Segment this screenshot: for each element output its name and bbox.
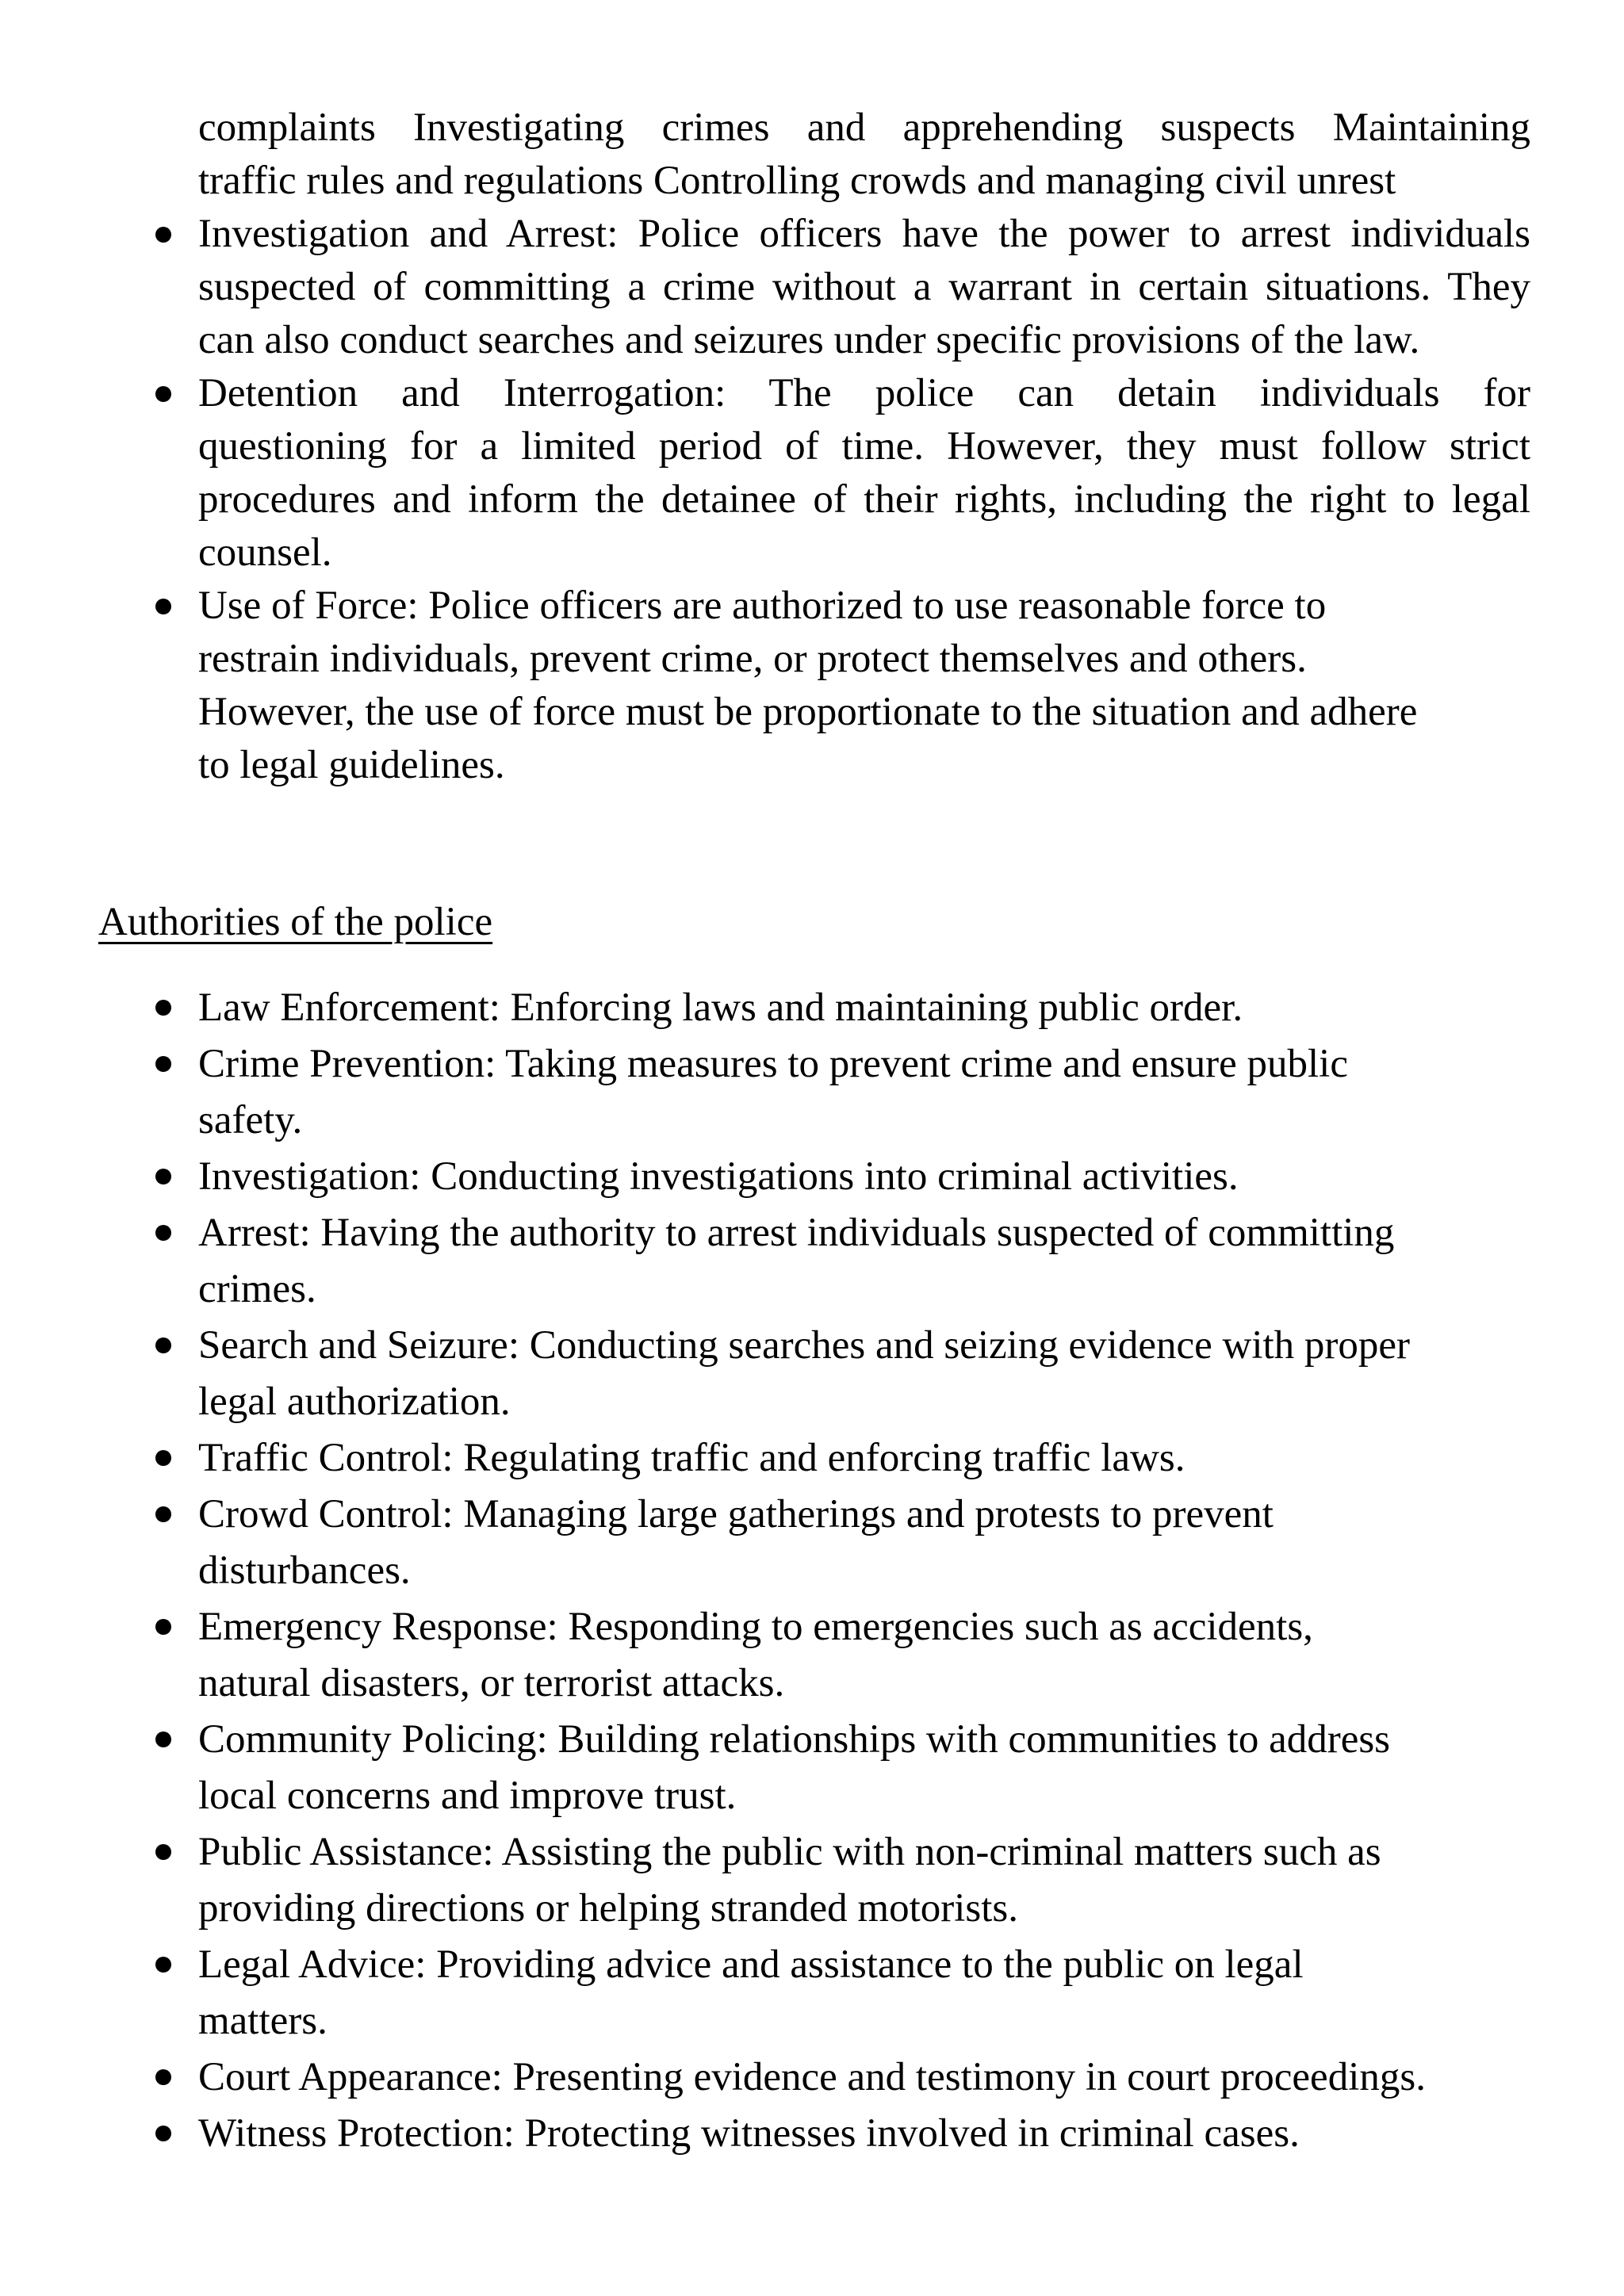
bullet-icon	[155, 1169, 171, 1184]
section-powers-continued	[198, 101, 1530, 792]
bullet-icon	[155, 227, 171, 243]
list-item	[198, 1712, 1530, 1824]
list-item	[198, 1036, 1530, 1149]
authorities-list	[198, 980, 1530, 2162]
list-item-line: Witness Protection: Protecting witnesses involved in criminal cases.	[198, 2111, 1300, 2156]
list-item-line: Legal Advice: Providing advice and assistance to the public on legal	[198, 1942, 1304, 1987]
bullet-icon	[155, 1506, 171, 1522]
list-item-line: Traffic Control: Regulating traffic and enforcing traffic laws.	[198, 1436, 1185, 1480]
list-item-line: Crime Prevention: Taking measures to prevent crime and ensure public	[198, 1042, 1348, 1086]
list-item	[198, 1318, 1530, 1430]
list-item	[198, 1599, 1530, 1712]
list-item-line: safety.	[198, 1098, 303, 1142]
list-item	[198, 580, 1530, 792]
list-item-line: Crowd Control: Managing large gatherings and protests to prevent	[198, 1492, 1274, 1536]
list-item	[198, 1205, 1530, 1318]
bullet-icon	[155, 1957, 171, 1973]
list-item-line: Use of Force: Police officers are authorized to use reasonable force to	[198, 584, 1327, 628]
list-item-line: legal authorization.	[198, 1380, 511, 1424]
list-item-line: to legal guidelines.	[198, 743, 505, 787]
list-item-line: Detention and Interrogation: The police can detain individuals for	[198, 371, 1530, 415]
list-item-line: crimes.	[198, 1267, 316, 1311]
list-item-line: questioning for a limited period of time. However, they must follow strict	[198, 424, 1530, 469]
list-item-line: Court Appearance: Presenting evidence and testimony in court proceedings.	[198, 2055, 1426, 2099]
list-item-line: can also conduct searches and seizures under specific provisions of the law.	[198, 318, 1420, 362]
bullet-icon	[155, 2126, 171, 2141]
list-item	[198, 1149, 1530, 1205]
bullet-icon	[155, 1450, 171, 1466]
list-item	[198, 980, 1530, 1036]
list-item-line: Community Policing: Building relationships with communities to address	[198, 1717, 1391, 1762]
bullet-icon	[155, 386, 171, 402]
list-item	[198, 1487, 1530, 1599]
bullet-icon	[155, 1844, 171, 1860]
list-item-line: Arrest: Having the authority to arrest individuals suspected of committing	[198, 1211, 1395, 1255]
bullet-icon	[155, 2069, 171, 2085]
list-item-line: providing directions or helping stranded motorists.	[198, 1886, 1019, 1931]
list-item-line: counsel.	[198, 530, 332, 575]
list-item-line: natural disasters, or terrorist attacks.	[198, 1661, 785, 1705]
list-item-line: disturbances.	[198, 1548, 411, 1593]
list-item-line: restrain individuals, prevent crime, or protect themselves and others.	[198, 637, 1307, 681]
list-item-line: However, the use of force must be proportionate to the situation and adhere	[198, 690, 1418, 734]
section-heading: Authorities of the police	[98, 900, 493, 944]
list-item-line: Investigation: Conducting investigations into criminal activities.	[198, 1154, 1239, 1199]
list-item	[198, 2049, 1530, 2106]
list-item-line: suspected of committing a crime without a warrant in certain situations. They	[198, 265, 1530, 309]
list-item-line: Emergency Response: Responding to emergencies such as accidents,	[198, 1605, 1313, 1649]
list-item-line: local concerns and improve trust.	[198, 1774, 737, 1818]
list-item-line: Law Enforcement: Enforcing laws and maintaining public order.	[198, 985, 1243, 1030]
bullet-icon	[155, 1225, 171, 1241]
bullet-icon	[155, 1337, 171, 1353]
bullet-icon	[155, 1056, 171, 1072]
bullet-icon	[155, 599, 171, 614]
continuation-line: traffic rules and regulations Controlling crowds and managing civil unrest	[198, 159, 1396, 203]
list-item-line: Search and Seizure: Conducting searches and seizing evidence with proper	[198, 1323, 1411, 1368]
list-item-line: matters.	[198, 1999, 327, 2043]
continuation-line: complaints Investigating crimes and apprehending suspects Maintaining	[198, 105, 1530, 150]
bullet-icon	[155, 1732, 171, 1747]
list-item	[198, 1824, 1530, 1937]
list-item-line: Public Assistance: Assisting the public with non-criminal matters such as	[198, 1830, 1381, 1874]
bullet-icon	[155, 1000, 171, 1016]
list-item	[198, 1430, 1530, 1487]
bullet-icon	[155, 1619, 171, 1635]
list-item	[198, 367, 1530, 580]
list-item-line: procedures and inform the detainee of their rights, including the right to legal	[198, 477, 1530, 522]
list-item	[198, 1937, 1530, 2049]
list-item	[198, 208, 1530, 367]
list-item	[198, 2106, 1530, 2162]
list-item-line: Investigation and Arrest: Police officers have the power to arrest individuals	[198, 212, 1530, 256]
